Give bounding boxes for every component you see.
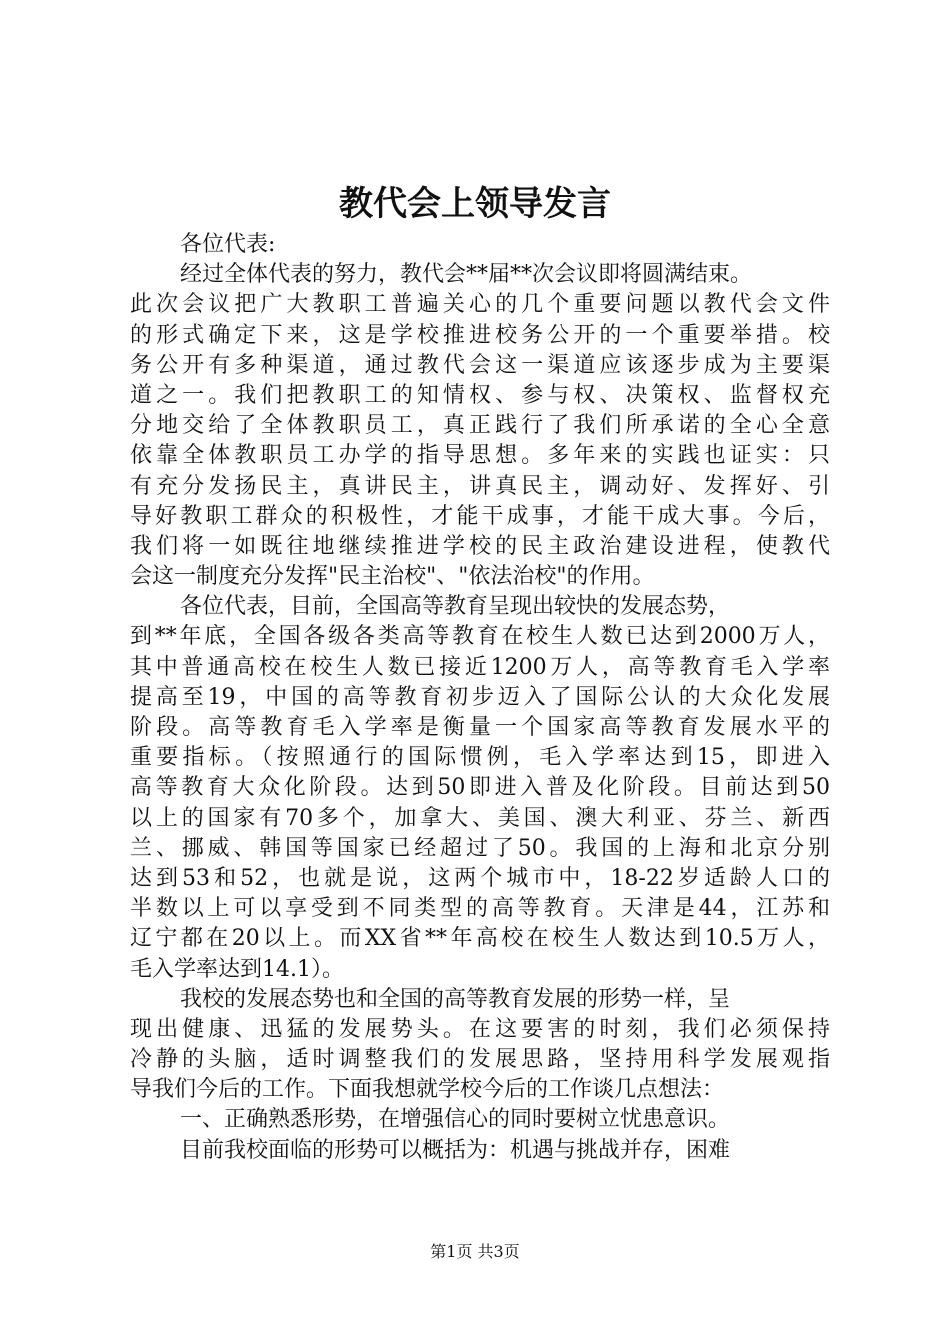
text-line: 目前我校面临的形势可以概括为：机遇与挑战并存，困难 bbox=[180, 1137, 731, 1163]
text-line: 现出健康、迅猛的发展势头。在这要害的时刻，我们必须保持 bbox=[130, 1016, 830, 1042]
text-line: 冷静的头脑，适时调整我们的发展思路，坚持用科学发展观指 bbox=[130, 1047, 830, 1073]
text-line: 半数以上可以享受到不同类型的高等教育。天津是44，江苏和 bbox=[130, 896, 830, 922]
page-number-footer: 第1页 共3页 bbox=[430, 1242, 520, 1261]
text-line: 各位代表，目前，全国高等教育呈现出较快的发展态势， bbox=[180, 594, 731, 620]
text-line: 提高至19，中国的高等教育初步迈入了国际公认的大众化发展 bbox=[130, 684, 830, 710]
text-line: 导我们今后的工作。下面我想就学校今后的工作谈几点想法： bbox=[130, 1077, 725, 1103]
text-line: 经过全体代表的努力，教代会**届**次会议即将圆满结束。 bbox=[180, 262, 753, 288]
text-line: 道之一。我们把教职工的知情权、参与权、决策权、监督权充 bbox=[130, 382, 830, 408]
text-line: 务公开有多种渠道，通过教代会这一渠道应该逐步成为主要渠 bbox=[130, 352, 830, 378]
text-line: 毛入学率达到14.1）。 bbox=[130, 956, 344, 982]
text-line: 会这一制度充分发挥"民主治校"、"依法治校"的作用。 bbox=[130, 564, 655, 590]
text-line: 分地交给了全体教职员工，真正践行了我们所承诺的全心全意 bbox=[130, 413, 830, 439]
text-line: 其中普通高校在校生人数已接近1200万人，高等教育毛入学率 bbox=[130, 654, 830, 680]
text-line: 辽宁都在20以上。而XX省**年高校在校生人数达到10.5万人， bbox=[130, 926, 830, 952]
text-line: 重要指标。（按照通行的国际惯例，毛入学率达到15，即进入 bbox=[130, 745, 830, 771]
text-line: 兰、挪威、韩国等国家已经超过了50。我国的上海和北京分别 bbox=[130, 835, 830, 861]
text-line: 以上的国家有70多个，加拿大、美国、澳大利亚、芬兰、新西 bbox=[130, 805, 830, 831]
text-line: 我们将一如既往地继续推进学校的民主政治建设进程，使教代 bbox=[130, 533, 830, 559]
text-line: 各位代表: bbox=[180, 232, 276, 257]
document-body bbox=[130, 230, 830, 1166]
text-line: 到**年底，全国各级各类高等教育在校生人数已达到2000万人， bbox=[130, 624, 830, 650]
text-line: 有充分发扬民主，真讲民主，讲真民主，调动好、发挥好、引 bbox=[130, 473, 830, 499]
text-line: 高等教育大众化阶段。达到50即进入普及化阶段。目前达到50 bbox=[130, 775, 830, 801]
text-line: 此次会议把广大教职工普遍关心的几个重要问题以教代会文件 bbox=[130, 292, 830, 318]
text-line: 依靠全体教职员工办学的指导思想。多年来的实践也证实：只 bbox=[130, 443, 830, 469]
text-line: 的形式确定下来，这是学校推进校务公开的一个重要举措。校 bbox=[130, 322, 830, 348]
document-title: 教代会上领导发言 bbox=[339, 184, 611, 224]
text-line: 一、正确熟悉形势，在增强信心的同时要树立忧患意识。 bbox=[180, 1107, 731, 1133]
text-line: 达到53和52，也就是说，这两个城市中，18-22岁适龄人口的 bbox=[130, 865, 830, 891]
text-line: 我校的发展态势也和全国的高等教育发展的形势一样，呈 bbox=[180, 986, 731, 1012]
text-line: 阶段。高等教育毛入学率是衡量一个国家高等教育发展水平的 bbox=[130, 715, 830, 740]
text-line: 导好教职工群众的积极性，才能干成事，才能干成大事。今后， bbox=[130, 503, 830, 529]
